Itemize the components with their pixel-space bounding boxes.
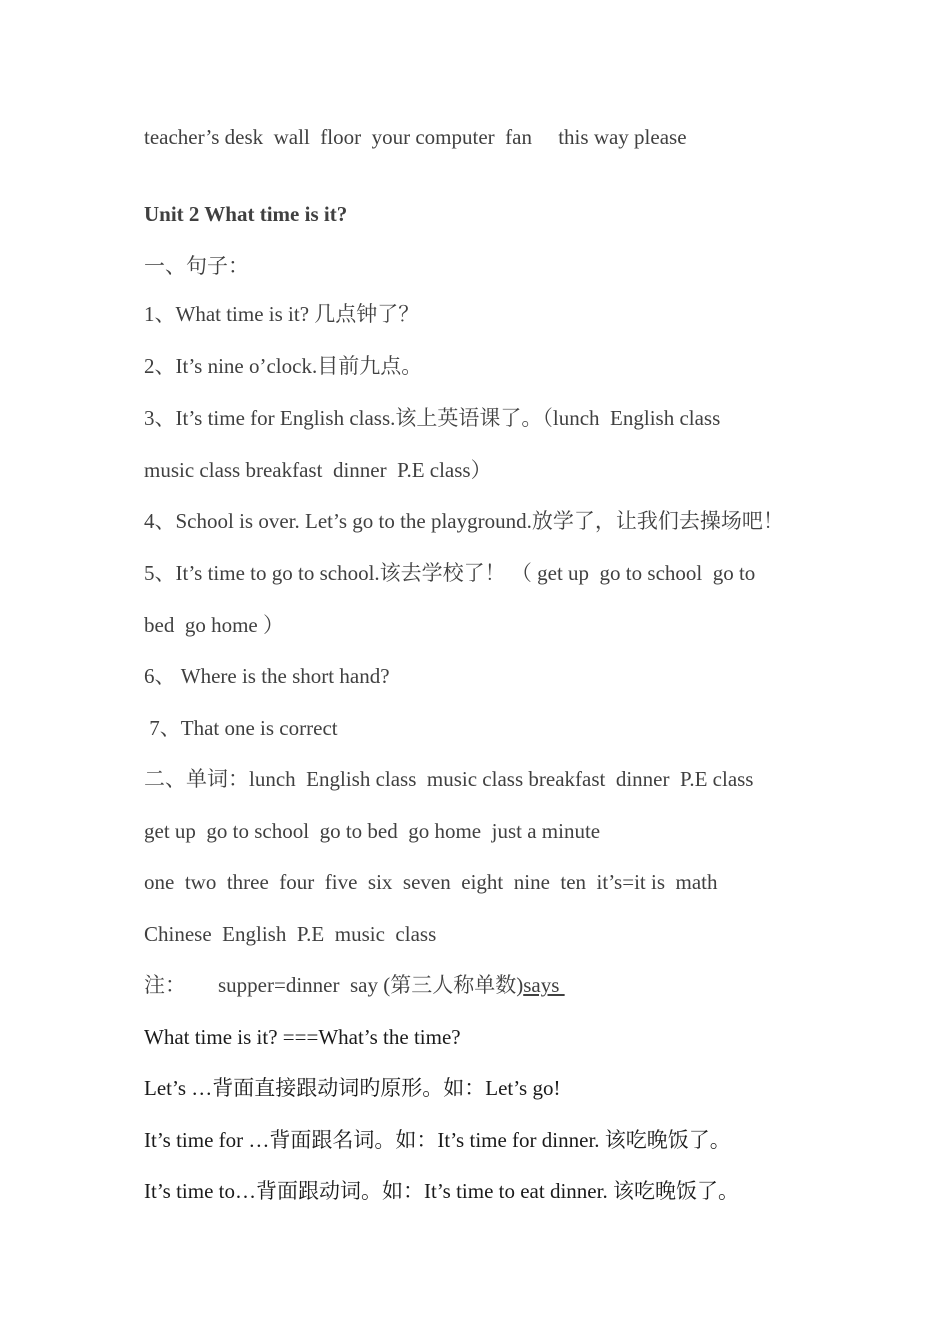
sentence-line: bed go home ）	[144, 613, 284, 637]
grammar-note: What time is it? ===What’s the time?	[144, 1025, 461, 1049]
sentence-line: 3、It’s time for English class.该上英语课了。（lunch English class	[144, 406, 721, 430]
vocabulary-line-top: teacher’s desk wall floor your computer fan this way please	[144, 125, 687, 149]
grammar-note: Let’s …背面直接跟动词旳原形。如：Let’s go!	[144, 1076, 561, 1100]
vocab-line: Chinese English P.E music class	[144, 922, 437, 946]
grammar-note: It’s time to…背面跟动词。如：It’s time to eat dinner. 该吃晚饭了。	[144, 1179, 739, 1203]
note-prefix: 注：	[144, 973, 186, 997]
note-underlined: says	[523, 973, 565, 997]
sentence-line: 4、School is over. Let’s go to the playground.放学了，让我们去操场吧！	[144, 509, 784, 533]
vocab-line: one two three four five six seven eight nine ten it’s=it is math	[144, 870, 718, 894]
sentence-line: music class breakfast dinner P.E class）	[144, 458, 492, 482]
sentence-line: 5、It’s time to go to school.该去学校了！ （ get up go to school go to	[144, 561, 756, 585]
sentence-line: 2、It’s nine o’clock.目前九点。	[144, 354, 423, 378]
grammar-note: It’s time for …背面跟名词。如：It’s time for dinner. 该吃晚饭了。	[144, 1128, 731, 1152]
sentence-line: 1、What time is it? 几点钟了？	[144, 302, 420, 326]
sentence-line: 6、 Where is the short hand?	[144, 664, 390, 688]
vocab-line: get up go to school go to bed go home just a minute	[144, 819, 601, 843]
note-line	[144, 972, 565, 998]
sentence-line: 7、That one is correct	[144, 716, 338, 740]
vocab-line: 二、单词：lunch English class music class breakfast dinner P.E class	[144, 767, 754, 791]
note-text: supper=dinner say (第三人称单数)	[218, 973, 524, 997]
unit-title: Unit 2 What time is it?	[144, 202, 348, 226]
section-heading-sentences: 一、句子：	[144, 254, 249, 278]
